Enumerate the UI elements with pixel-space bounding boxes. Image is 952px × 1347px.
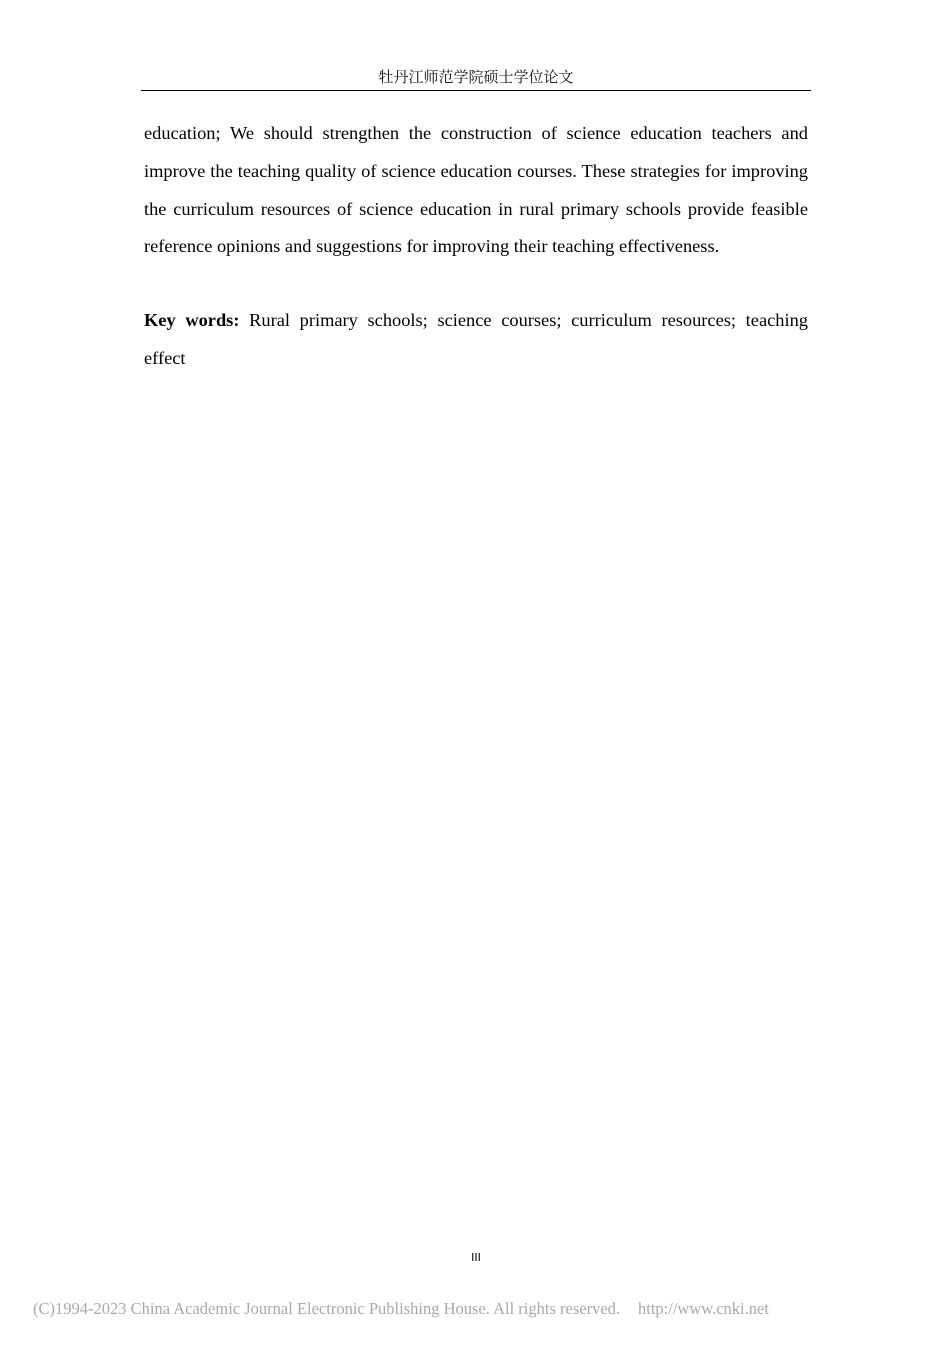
page-number: III — [471, 1251, 481, 1264]
copyright-footer — [33, 1298, 933, 1320]
keywords-paragraph — [144, 302, 808, 378]
abstract-paragraph: education; We should strengthen the construction of science education teachers and improve the teaching quality of science education courses. These strategies for improving the curriculum resources of science education in rural primary schools provide feasible reference opinions and suggestions for improving their teaching effectiveness. — [144, 123, 808, 257]
running-header: 牡丹江师范学院硕士学位论文 — [378, 68, 574, 86]
cnki-link[interactable]: http://www.cnki.net — [638, 1299, 769, 1318]
abstract-body — [144, 115, 808, 378]
keywords-text: Rural primary schools; science courses; curriculum resources; teaching effect — [144, 310, 808, 368]
keywords-label: Key words: — [144, 310, 240, 331]
copyright-text: (C)1994-2023 China Academic Journal Electronic Publishing House. All rights reserved. — [33, 1299, 621, 1318]
header-rule — [141, 90, 811, 91]
